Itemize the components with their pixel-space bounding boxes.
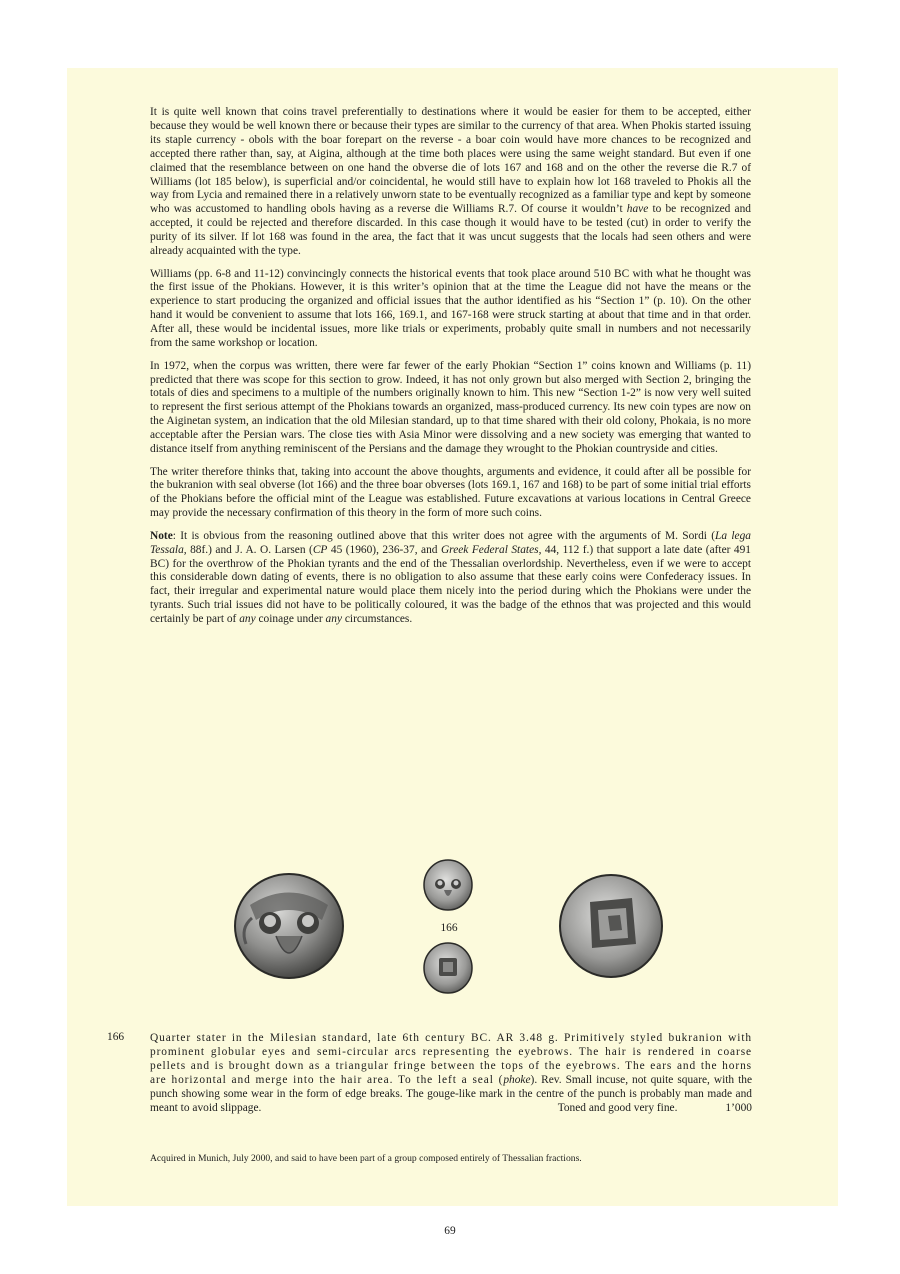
paragraph-2: Williams (pp. 6-8 and 11-12) convincingly connects the historical events that took place around 510 BC with what he thought was the first issue of the Phokians. However, it is this writer’s opinion that at the time the League did not have the means or the experience to start producing the organized and official issues that the author identified as his “Section 1” (p. 10). On the other hand it would be convenient to assume that lots 166, 169.1, and 167-168 were struck starting at about that time and in that order. After all, these would be incidental issues, more like trials or experiments, probably quite small in numbers and not necessarily from the same workshop or location. bbox=[150, 267, 751, 350]
lot-estimate: 1’000 bbox=[725, 1102, 752, 1114]
lot-grade-estimate bbox=[558, 1101, 752, 1115]
paragraph-4: The writer therefore thinks that, taking into account the above thoughts, arguments and evidence, it could after all be possible for the bukranion with seal obverse (lot 166) and the three boar obverses (lots 169.1, 167 and 168) to be part of some initial trial efforts of the Phokians before the official mint of the League was established. Future excavations at various locations in Central Greece may provide the necessary confirmation of this theory in the form of more such coins. bbox=[150, 465, 751, 520]
note-paragraph: Note: It is obvious from the reasoning outlined above that this writer does not agree with the arguments of M. Sordi (La lega Tessala, 88f.) and J. A. O. Larsen (CP 45 (1960), 236-37, and Greek Federal States, 44, 112 f.) that support a late date (after 491 BC) for the overthrow of the Phokian tyrants and the end of the Thessalian overlordship. Nevertheless, even if we were to accept this considerable down dating of events, there is no obligation to also assume that these early coins were Confederacy issues. In fact, their irregular and experimental nature would place them nicely into the period during which the Phokians were under the tyrants. Such trial issues did not have to be politically coloured, it was the badge of the ethnos that was projected and this would certainly be part of any coinage under any circumstances. bbox=[150, 529, 751, 626]
coin-label: 166 bbox=[440, 922, 458, 934]
lot-grade: Toned and good very fine. bbox=[557, 1102, 678, 1114]
provenance-note: Acquired in Munich, July 2000, and said to have been part of a group composed entirely of Thessalian fractions. bbox=[150, 1153, 582, 1164]
page-number: 69 bbox=[444, 1225, 456, 1237]
note-label: Note bbox=[150, 529, 173, 542]
article-body bbox=[150, 106, 751, 636]
paragraph-1: It is quite well known that coins travel preferentially to destinations where it would be easier for them to be accepted, either because they would be well known there or because their types are similar to the currency of that area. When Phokis started issuing its staple currency - obols with the boar forepart on the reverse - a boar coin would have more chances to be recognized and accepted there rather than, say, at Aigina, although at the time both places were using the same weight standard. But even if one claimed that the resemblance between on one hand the obverse die of lots 167 and 168 and on the other the reverse die R.7 of Williams (lot 185 below), is superficial and/or coincidental, he would still have to explain how lot 168 traveled to Phokis all the way from Lycia and remained there in a relatively unworn state to be eventually recognized as a familiar type and kept by someone who was accustomed to handling obols having as a reverse die Williams R.7. Of course it wouldn’t have to be recognized and accepted, it could be rejected and therefore discarded. In this case though it would have to be tested (cut) in order to verify the purity of its silver. If lot 168 was found in the area, the fact that it was uncut suggests that the locals had seen others and were already acquainted with the type. bbox=[150, 106, 751, 258]
lot-number: 166 bbox=[107, 1031, 125, 1043]
lot-description: Quarter stater in the Milesian standard, late 6th century BC. AR 3.48 g. Primitively styled bukranion with prominent globular eyes and semi-circular arcs representing the eyebrows. The hair is rendered in coarse pellets and is brought down as a triangular fringe between the tops of the eyebrows. The ears and the horns are horizontal and merge into the hair area. To the left a seal (phoke). Rev. Small incuse, not quite square, with the punch showing some wear in the form of edge breaks. The gouge-like mark in the centre of the punch is probably man made and meant to avoid slippage. Toned and good very fine. 1’000 bbox=[150, 1032, 752, 1114]
paragraph-3: In 1972, when the corpus was written, there were far fewer of the early Phokian “Section 1” coins known and Williams (p. 11) predicted that there was scope for this section to grow. Indeed, it has not only grown but also merged with Section 2, bringing the totals of dies and specimens to a multiple of the numbers originally known to him. This new “Section 1-2” is now very well suited to represent the first serious attempt of the Phokians towards an organized, mass-produced currency. Its new coin types are now on the Aiginetan system, an indication that the old Milesian standard, up to that time shared with their old colony, Phokaia, is no more acceptable after the Persian wars. The close ties with Asia Minor were dissolving and a new society was emerging that wanted to distance itself from anything reminiscent of the Persians and the damage they wrought to the Phokian countryside and cities. bbox=[150, 359, 751, 456]
